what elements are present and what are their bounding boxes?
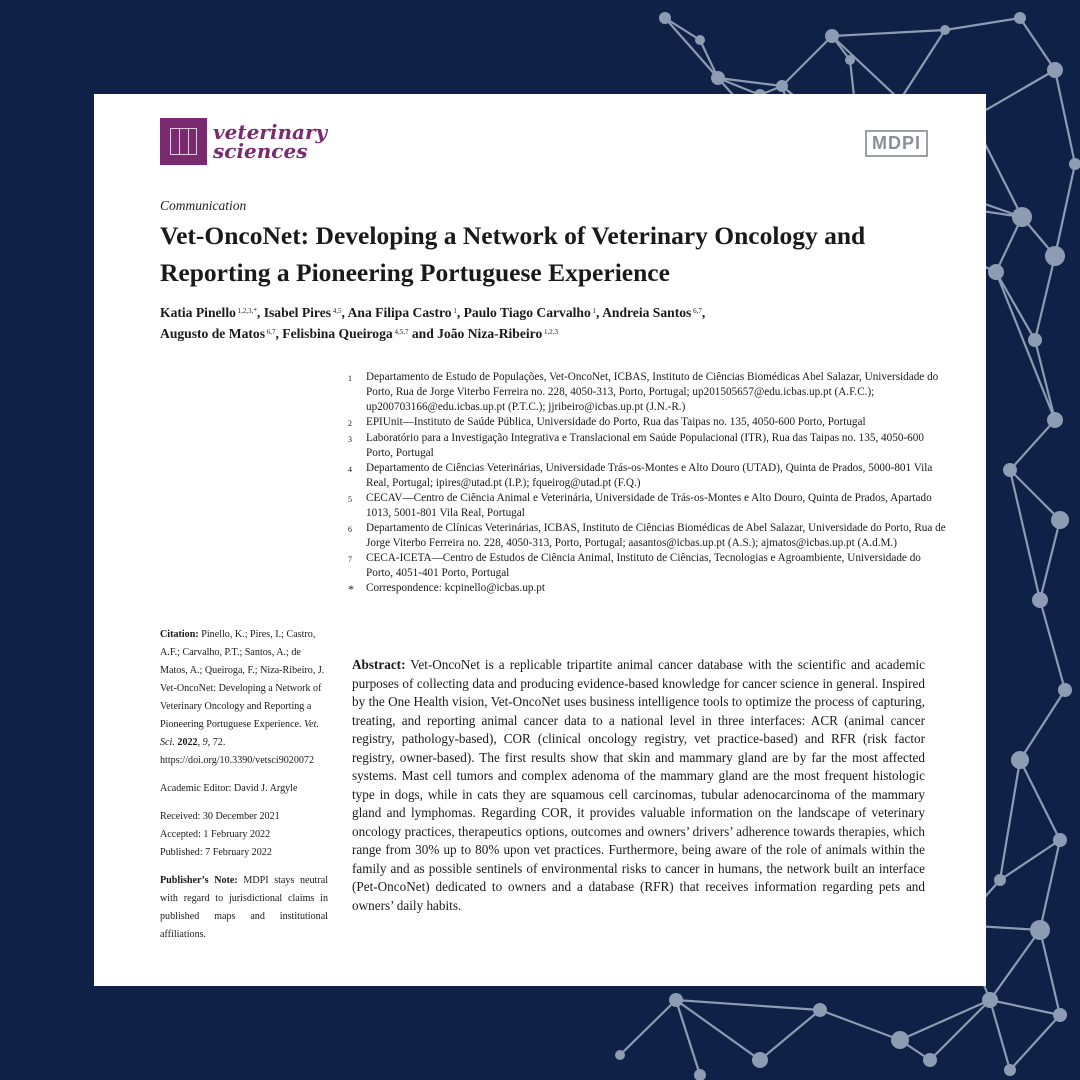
network-link (1055, 70, 1075, 164)
affiliation-text: CECAV—Centro de Ciência Animal e Veterinária, Universidade de Trás-os-Montes e Alto Douro, Quinta de Prados, Apartado 1013, 5001-801 Vila Real, Portugal (366, 492, 932, 519)
published-date: Published: 7 February 2022 (160, 847, 272, 858)
network-node (1058, 683, 1072, 697)
author-name: Andreia Santos (602, 305, 692, 320)
author-name: Katia Pinello (160, 305, 236, 320)
network-link (832, 30, 945, 36)
affiliation-number: 5 (348, 495, 352, 504)
citation: Citation: Pinello, K.; Pires, I.; Castro, A.F.; Carvalho, P.T.; Santos, A.; de Matos, A.; Queiroga, F.; Niza-Ribeiro, J. Vet-OncoNet: Developing a Network of Veterinary Oncology and Reporting a Pioneering Portuguese Experience. Vet. Sci. 2022, 9, 72. https://doi.org/10.3390/vetsci9020072 (160, 629, 325, 766)
network-node (982, 992, 998, 1008)
affiliation-number: 6 (348, 525, 352, 534)
network-node (694, 1069, 706, 1080)
network-link (990, 930, 1040, 1000)
network-node (1045, 246, 1065, 266)
network-node (669, 993, 683, 1007)
affiliation-number: 2 (348, 419, 352, 428)
network-node (1069, 158, 1080, 170)
author-separator: and (408, 326, 438, 341)
citation-label: Citation: (160, 629, 199, 640)
author-name: Paulo Tiago Carvalho (463, 305, 591, 320)
affiliation-text: CECA-ICETA—Centro de Estudos de Ciência Animal, Instituto de Ciências, Tecnologias e Agroambiente, Universidade do Porto, 4051-401 Porto, Portugal (366, 552, 921, 579)
network-node (776, 80, 788, 92)
article-info-sidebar (160, 626, 328, 944)
author-name: Augusto de Matos (160, 326, 265, 341)
author-name: Isabel Pires (263, 305, 332, 320)
network-node (813, 1003, 827, 1017)
network-node (1014, 12, 1026, 24)
journal-logo-cross-icon (160, 118, 207, 165)
publishers-note (160, 872, 328, 944)
network-link (945, 18, 1020, 30)
network-link (900, 1000, 990, 1040)
author-separator: , (275, 326, 283, 341)
affiliation-item (348, 581, 948, 597)
affiliation-item (348, 415, 948, 431)
journal-logo (160, 118, 327, 165)
author-name: Felisbina Queiroga (282, 326, 393, 341)
academic-editor: Academic Editor: David J. Argyle (160, 783, 298, 794)
network-node (1012, 207, 1032, 227)
citation-journal: Vet. Sci. (160, 719, 319, 748)
affiliation-text: Departamento de Estudo de Populações, Vet-OncoNet, ICBAS, Instituto de Ciências Biomédicas Abel Salazar, Universidade do Porto, Rua de Jorge Viterbo Ferreira no. 228, 4050-313, Porto, Portugal; up201505657@edu.icbas.up.pt (A.F.C.); up200703166@edu.icbas.up.pt (P.T.C.); jjribeiro@icbas.up.pt (J.N.-R.) (366, 371, 939, 413)
network-link (1055, 164, 1075, 256)
author-affiliation-mark: 1,2,3 (542, 328, 558, 336)
paper-page (94, 94, 986, 986)
abstract-text: Vet-OncoNet is a replicable tripartite animal cancer database with the scientific and academic purposes of collecting data and producing evidence-based knowledge for cancer science in general. Inspired by the One Health vision, Vet-OncoNet uses business intelligence tools to optimize the process of capturing, treating, and reporting animal cancer data to a national level in three interfaces: ACR (animal cancer registry, pathology-based), COR (clinical oncology registry, vet practice-based) and RFR (risk factor registry, owner-based). The first results show that skin and mammary gland are by far the most affected systems. Mast cell tumors and complex adenoma of the mammary gland are the most frequent histologic type in dogs, while in cats they are squamous cell carcinomas, tubular adenocarcinoma of the mammary gland and lymphomas. Regarding COR, it provides valuable information on the landscape of veterinary oncology practices, therapeutics options, outcomes and owners’ drivers’ adherence towards therapies, which range from 30% up to 80% upon vet practices. Furthermore, being aware of the role of animals within the family and as possible sentinels of environmental risks to cancer in humans, the network built an interface (Pet-OncoNet) dedicated to owners and a database (RFR) that receives information regarding pets and owners’ daily habits. (352, 657, 925, 913)
affiliation-number: * (348, 582, 354, 596)
network-link (990, 1000, 1010, 1070)
affiliation-text: Departamento de Ciências Veterinárias, Universidade Trás-os-Montes e Alto Douro (UTAD), Quinta de Prados, 5000-801 Vila Real, Portugal; ipires@utad.pt (I.P.); fqueirog@utad.pt (F.Q.) (366, 462, 933, 489)
network-node (1032, 592, 1048, 608)
author-separator: , (596, 305, 603, 320)
affiliation-list (348, 370, 948, 597)
publishers-note-label: Publisher’s Note: (160, 875, 238, 886)
network-node (891, 1031, 909, 1049)
network-node (1053, 833, 1067, 847)
network-link (1020, 690, 1065, 760)
journal-name (213, 119, 328, 163)
author-affiliation-mark: 4,5,7 (392, 328, 409, 336)
citation-year: 2022 (177, 737, 198, 748)
citation-volume: 9 (202, 737, 208, 748)
received-date: Received: 30 December 2021 (160, 811, 280, 822)
network-link (1010, 420, 1055, 470)
affiliation-number: 7 (348, 555, 352, 564)
affiliation-item (348, 491, 948, 521)
affiliation-number: 3 (348, 435, 352, 444)
network-node (1011, 751, 1029, 769)
author-name: João Niza-Ribeiro (437, 326, 543, 341)
network-node (1051, 511, 1069, 529)
network-node (659, 12, 671, 24)
affiliation-text: EPIUnit—Instituto de Saúde Pública, Universidade do Porto, Rua das Taipas no. 135, 4050-600 Porto, Portugal (366, 416, 866, 428)
affiliation-text: Correspondence: kcpinello@icbas.up.pt (366, 582, 545, 594)
network-link (820, 1010, 900, 1040)
network-node (1003, 463, 1017, 477)
affiliation-text: Laboratório para a Investigação Integrativa e Translacional em Saúde Populacional (ITR), Rua das Taipas no. 135, 4050-600 Porto, Portugal (366, 432, 924, 459)
network-node (923, 1053, 937, 1067)
author-name: Ana Filipa Castro (347, 305, 452, 320)
network-node (615, 1050, 625, 1060)
network-link (1010, 1015, 1060, 1070)
network-link (1040, 840, 1060, 930)
article-title: Vet-OncoNet: Developing a Network of Veterinary Oncology and Reporting a Pioneering Portuguese Experience (160, 221, 866, 287)
network-node (1047, 62, 1063, 78)
author-separator: , (341, 305, 348, 320)
article-type: Communication (160, 198, 247, 213)
network-link (676, 1000, 700, 1075)
network-link (930, 1000, 990, 1060)
network-link (676, 1000, 760, 1060)
network-link (1035, 256, 1055, 340)
network-link (665, 18, 718, 78)
network-node (845, 55, 855, 65)
journal-name-line1: veterinary (213, 119, 328, 144)
affiliation-text: Departamento de Clínicas Veterinárias, ICBAS, Instituto de Ciências Biomédicas de Abel Salazar, Universidade do Porto, Rua de Jorge Viterbo Ferreira no. 228, 4050-313, Porto, Portugal; aasantos@icbas.up.pt (A.S.); ajmatos@icbas.up.pt (A.d.M.) (366, 522, 946, 549)
network-node (825, 29, 839, 43)
network-node (1028, 333, 1042, 347)
network-link (1040, 930, 1060, 1015)
affiliation-number: 4 (348, 465, 352, 474)
network-node (994, 874, 1006, 886)
affiliation-item (348, 551, 948, 581)
affiliation-item (348, 461, 948, 491)
network-node (988, 264, 1004, 280)
abstract (352, 656, 925, 915)
network-link (1000, 760, 1020, 880)
abstract-label: Abstract: (352, 657, 406, 672)
network-link (1020, 18, 1055, 70)
network-link (832, 36, 900, 100)
citation-text: Pinello, K.; Pires, I.; Castro, A.F.; Carvalho, P.T.; Santos, A.; de Matos, A.; Queiroga, F.; Niza-Ribeiro, J. Vet-OncoNet: Developing a Network of Veterinary Oncology and Reporting a Pioneering Portuguese Experience. (160, 629, 325, 730)
affiliation-item (348, 370, 948, 415)
network-link (990, 1000, 1060, 1015)
network-link (760, 1010, 820, 1060)
network-node (1053, 1008, 1067, 1022)
network-link (1040, 520, 1060, 600)
author-separator: , (256, 305, 264, 320)
affiliation-item (348, 521, 948, 551)
citation-pages: , 72. (207, 737, 226, 748)
author-separator: , (456, 305, 464, 320)
author-affiliation-mark: 6,7 (264, 328, 276, 336)
author-affiliation-mark: 1 (451, 307, 457, 315)
network-link (996, 272, 1035, 340)
network-node (752, 1052, 768, 1068)
publisher-logo: MDPI (865, 130, 928, 157)
network-link (676, 1000, 820, 1010)
publishers-note-text: MDPI stays neutral with regard to jurisdictional claims in published maps and institutional affiliations. (160, 875, 329, 940)
network-link (900, 30, 945, 100)
network-link (782, 36, 832, 86)
affiliation-item (348, 431, 948, 461)
network-link (1040, 600, 1065, 690)
citation-doi-link[interactable]: https://doi.org/10.3390/vetsci9020072 (160, 755, 315, 766)
network-node (695, 35, 705, 45)
network-node (940, 25, 950, 35)
accepted-date: Accepted: 1 February 2022 (160, 829, 271, 840)
network-link (1000, 840, 1060, 880)
author-affiliation-mark: 4,5 (331, 307, 342, 315)
author-affiliation-mark: 6,7 (691, 307, 702, 315)
network-node (1030, 920, 1050, 940)
network-link (1010, 470, 1040, 600)
network-link (1020, 760, 1060, 840)
affiliation-number: 1 (348, 374, 352, 383)
author-list (160, 302, 940, 344)
author-affiliation-mark: 1 (590, 307, 597, 315)
network-node (711, 71, 725, 85)
network-node (1004, 1064, 1016, 1076)
author-affiliation-mark: 1,2,3,* (235, 307, 257, 315)
network-node (1047, 412, 1063, 428)
journal-name-line2: sciences (213, 138, 308, 163)
author-separator: , (701, 305, 706, 320)
network-link (620, 1000, 676, 1055)
network-link (1010, 470, 1060, 520)
